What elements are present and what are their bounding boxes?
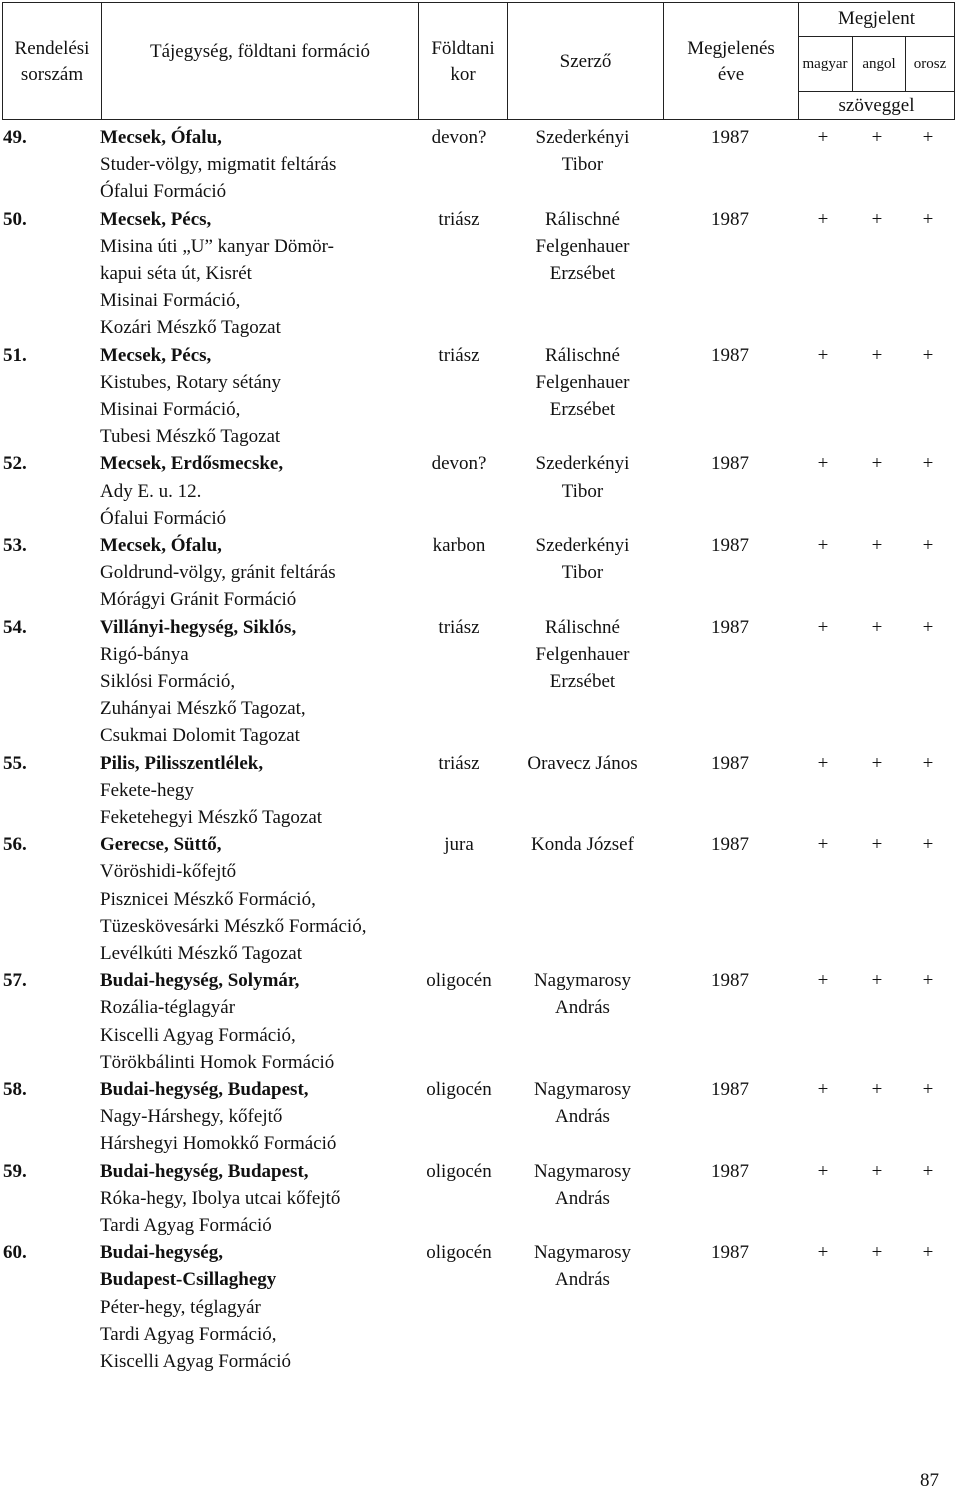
- location-line: Hárshegyi Homokkő Formáció: [100, 1133, 337, 1155]
- location-cell: [100, 342, 420, 451]
- geologic-age: devon?: [431, 453, 487, 475]
- location-line: Vöröshidi-kőfejtő: [100, 861, 237, 883]
- row-number: 53.: [3, 534, 27, 556]
- location-line: Ady E. u. 12.: [100, 480, 202, 502]
- hungarian-text-mark: +: [817, 534, 829, 556]
- hungarian-text-mark: +: [817, 752, 829, 774]
- hungarian-text-mark: +: [817, 208, 829, 230]
- location-line: Mecsek, Pécs,: [100, 344, 212, 366]
- location-cell: [100, 750, 420, 832]
- header-foldtani-kor: Földtani kor: [431, 38, 495, 85]
- author-line: Szederkényi: [535, 534, 630, 556]
- location-line: Nagy-Hárshegy, kőfejtő: [100, 1106, 283, 1128]
- author-line: Szederkényi: [535, 453, 630, 475]
- table-body: [0, 124, 960, 1375]
- author-line: Rálischné: [545, 344, 620, 366]
- author-cell: [505, 532, 660, 586]
- location-line: Mecsek, Ófalu,: [100, 534, 222, 556]
- location-line: Levélkúti Mészkő Tagozat: [100, 942, 302, 964]
- header-lang-orosz: orosz: [913, 56, 947, 72]
- location-line: Mórágyi Gránit Formáció: [100, 589, 297, 611]
- location-line: kapui séta út, Kisrét: [100, 263, 252, 284]
- geologic-age: triász: [438, 752, 480, 774]
- publication-year: 1987: [711, 616, 749, 638]
- location-cell: [100, 124, 420, 206]
- location-line: Budai-hegység, Budapest,: [100, 1160, 309, 1182]
- location-cell: [100, 1076, 420, 1158]
- russian-text-mark: +: [922, 752, 934, 774]
- author-cell: [505, 614, 660, 696]
- author-line: Rálischné: [545, 616, 620, 638]
- location-line: Tardi Agyag Formáció: [100, 1214, 272, 1236]
- location-cell: [100, 450, 420, 532]
- location-line: Csukmai Dolomit Tagozat: [100, 725, 300, 747]
- hungarian-text-mark: +: [817, 834, 829, 856]
- publication-year: 1987: [711, 1160, 749, 1182]
- row-number: 49.: [3, 127, 27, 148]
- header-lang-magyar: magyar: [802, 56, 848, 72]
- geologic-age: devon?: [431, 127, 487, 148]
- location-line: Ófalui Formáció: [100, 181, 227, 203]
- author-line: Szederkényi: [535, 127, 630, 148]
- location-line: Studer-völgy, migmatit feltárás: [100, 154, 337, 176]
- table-row: [0, 1076, 960, 1158]
- author-cell: [505, 1239, 660, 1293]
- hungarian-text-mark: +: [817, 1160, 829, 1182]
- english-text-mark: +: [871, 208, 883, 230]
- author-line: Nagymarosy: [533, 970, 632, 992]
- english-text-mark: +: [871, 834, 883, 856]
- location-line: Siklósi Formáció,: [100, 670, 236, 692]
- author-line: Erzsébet: [549, 263, 616, 284]
- author-line: Nagymarosy: [533, 1160, 632, 1182]
- location-line: Pilis, Pilisszentlélek,: [100, 752, 264, 774]
- english-text-mark: +: [871, 1078, 883, 1100]
- row-number: 56.: [3, 834, 27, 856]
- author-line: Konda József: [531, 834, 634, 856]
- author-cell: [505, 831, 660, 858]
- english-text-mark: +: [871, 752, 883, 774]
- publication-year: 1987: [711, 1242, 749, 1264]
- geologic-age: oligocén: [426, 970, 492, 992]
- location-line: Mecsek, Ófalu,: [100, 127, 222, 148]
- author-line: Felgenhauer: [535, 235, 630, 257]
- location-cell: [100, 532, 420, 614]
- author-line: Oravecz János: [527, 752, 638, 774]
- table-row: [0, 206, 960, 342]
- location-line: Budai-hegység, Solymár,: [100, 970, 300, 992]
- location-line: Misina úti „U” kanyar Dömör-: [100, 235, 334, 257]
- row-number: 52.: [3, 453, 27, 475]
- row-number: 54.: [3, 616, 27, 638]
- author-line: Tibor: [561, 562, 604, 584]
- author-line: Tibor: [561, 154, 604, 176]
- location-line: Fekete-hegy: [100, 779, 194, 801]
- table-row: [0, 532, 960, 614]
- geologic-age: jura: [444, 834, 474, 856]
- row-number: 55.: [3, 752, 27, 774]
- hungarian-text-mark: +: [817, 127, 829, 148]
- author-cell: [505, 1158, 660, 1212]
- location-line: Mecsek, Pécs,: [100, 208, 212, 230]
- location-cell: [100, 614, 420, 750]
- english-text-mark: +: [871, 534, 883, 556]
- author-line: Felgenhauer: [535, 371, 630, 393]
- location-line: Rozália-téglagyár: [100, 997, 236, 1019]
- row-number: 60.: [3, 1242, 27, 1264]
- english-text-mark: +: [871, 1160, 883, 1182]
- location-line: Tüzeskövesárki Mészkő Formáció,: [100, 915, 367, 937]
- english-text-mark: +: [871, 616, 883, 638]
- table-row: [0, 1158, 960, 1240]
- geologic-age: oligocén: [426, 1078, 492, 1100]
- russian-text-mark: +: [922, 208, 934, 230]
- location-line: Budai-hegység, Budapest,: [100, 1078, 309, 1100]
- author-cell: [505, 450, 660, 504]
- russian-text-mark: +: [922, 453, 934, 475]
- russian-text-mark: +: [922, 127, 934, 148]
- header-megjelent: Megjelent: [837, 8, 916, 29]
- location-line: Budai-hegység,: [100, 1242, 223, 1264]
- publication-year: 1987: [711, 344, 749, 366]
- location-line: Péter-hegy, téglagyár: [100, 1296, 261, 1318]
- russian-text-mark: +: [922, 970, 934, 992]
- english-text-mark: +: [871, 1242, 883, 1264]
- location-line: Mecsek, Erdősmecske,: [100, 453, 284, 475]
- location-line: Kiscelli Agyag Formáció: [100, 1350, 292, 1372]
- table-row: [0, 967, 960, 1076]
- russian-text-mark: +: [922, 1078, 934, 1100]
- header-rendelesi: Rendelési sorszám: [14, 38, 90, 85]
- location-line: Villányi-hegység, Siklós,: [100, 616, 297, 638]
- author-cell: [505, 124, 660, 178]
- hungarian-text-mark: +: [817, 1242, 829, 1264]
- author-line: András: [555, 1106, 610, 1128]
- location-cell: [100, 967, 420, 1076]
- geologic-age: triász: [438, 616, 480, 638]
- author-cell: [505, 1076, 660, 1130]
- author-line: Nagymarosy: [533, 1078, 632, 1100]
- english-text-mark: +: [871, 344, 883, 366]
- table-row: [0, 831, 960, 967]
- author-cell: [505, 967, 660, 1021]
- location-line: Zuhányai Mészkő Tagozat,: [100, 698, 306, 720]
- author-line: Erzsébet: [549, 670, 616, 692]
- author-cell: [505, 342, 660, 424]
- author-line: Rálischné: [545, 208, 620, 230]
- location-line: Feketehegyi Mészkő Tagozat: [100, 806, 323, 828]
- header-lang-angol: angol: [862, 56, 896, 72]
- english-text-mark: +: [871, 453, 883, 475]
- geologic-age: karbon: [432, 534, 486, 556]
- location-cell: [100, 206, 420, 342]
- author-line: András: [555, 1187, 610, 1209]
- location-line: Pisznicei Mészkő Formáció,: [100, 888, 316, 910]
- table-row: [0, 450, 960, 532]
- russian-text-mark: +: [922, 344, 934, 366]
- hungarian-text-mark: +: [817, 453, 829, 475]
- page-number: 87: [920, 1470, 939, 1491]
- publication-year: 1987: [711, 534, 749, 556]
- author-line: András: [555, 1269, 610, 1291]
- table-row: [0, 750, 960, 832]
- row-number: 57.: [3, 970, 27, 992]
- table-header: [2, 2, 955, 120]
- hungarian-text-mark: +: [817, 970, 829, 992]
- row-number: 58.: [3, 1078, 27, 1100]
- publication-year: 1987: [711, 1078, 749, 1100]
- location-line: Róka-hegy, Ibolya utcai kőfejtő: [100, 1187, 341, 1209]
- publication-year: 1987: [711, 834, 749, 856]
- hungarian-text-mark: +: [817, 1078, 829, 1100]
- publication-year: 1987: [711, 208, 749, 230]
- russian-text-mark: +: [922, 616, 934, 638]
- header-megjelenes-eve: Megjelenés éve: [687, 38, 775, 85]
- author-line: Felgenhauer: [535, 643, 630, 665]
- location-cell: [100, 1158, 420, 1240]
- row-number: 50.: [3, 208, 27, 230]
- hungarian-text-mark: +: [817, 616, 829, 638]
- location-line: Goldrund-völgy, gránit feltárás: [100, 562, 336, 584]
- location-line: Budapest-Csillaghegy: [100, 1269, 277, 1291]
- header-szoveggel: szöveggel: [838, 95, 915, 116]
- publication-year: 1987: [711, 752, 749, 774]
- table-row: [0, 342, 960, 451]
- header-szerzo: Szerző: [559, 51, 612, 72]
- english-text-mark: +: [871, 127, 883, 148]
- publication-year: 1987: [711, 970, 749, 992]
- publication-year: 1987: [711, 127, 749, 148]
- row-number: 59.: [3, 1160, 27, 1182]
- location-line: Ófalui Formáció: [100, 507, 227, 529]
- location-line: Tubesi Mészkő Tagozat: [100, 426, 281, 448]
- location-line: Kistubes, Rotary sétány: [100, 371, 282, 393]
- location-cell: [100, 831, 420, 967]
- author-cell: [505, 206, 660, 288]
- location-line: Rigó-bánya: [100, 643, 189, 665]
- location-line: Törökbálinti Homok Formáció: [100, 1051, 335, 1073]
- author-line: Tibor: [561, 480, 604, 502]
- author-line: Nagymarosy: [533, 1242, 632, 1264]
- header-tajegyseg: Tájegység, földtani formáció: [149, 41, 370, 62]
- geologic-age: oligocén: [426, 1242, 492, 1264]
- location-cell: [100, 1239, 420, 1375]
- geologic-age: triász: [438, 208, 480, 230]
- location-line: Misinai Formáció,: [100, 290, 241, 312]
- geologic-age: triász: [438, 344, 480, 366]
- author-line: András: [555, 997, 610, 1019]
- hungarian-text-mark: +: [817, 344, 829, 366]
- table-row: [0, 614, 960, 750]
- russian-text-mark: +: [922, 1242, 934, 1264]
- russian-text-mark: +: [922, 1160, 934, 1182]
- location-line: Gerecse, Süttő,: [100, 834, 222, 856]
- location-line: Tardi Agyag Formáció,: [100, 1323, 277, 1345]
- table-row: [0, 124, 960, 206]
- geologic-age: oligocén: [426, 1160, 492, 1182]
- row-number: 51.: [3, 344, 27, 366]
- author-line: Erzsébet: [549, 399, 616, 420]
- author-cell: [505, 750, 660, 777]
- publication-year: 1987: [711, 453, 749, 475]
- russian-text-mark: +: [922, 834, 934, 856]
- location-line: Misinai Formáció,: [100, 399, 241, 420]
- location-line: Kiscelli Agyag Formáció,: [100, 1024, 296, 1046]
- table-row: [0, 1239, 960, 1375]
- location-line: Kozári Mészkő Tagozat: [100, 317, 281, 339]
- russian-text-mark: +: [922, 534, 934, 556]
- english-text-mark: +: [871, 970, 883, 992]
